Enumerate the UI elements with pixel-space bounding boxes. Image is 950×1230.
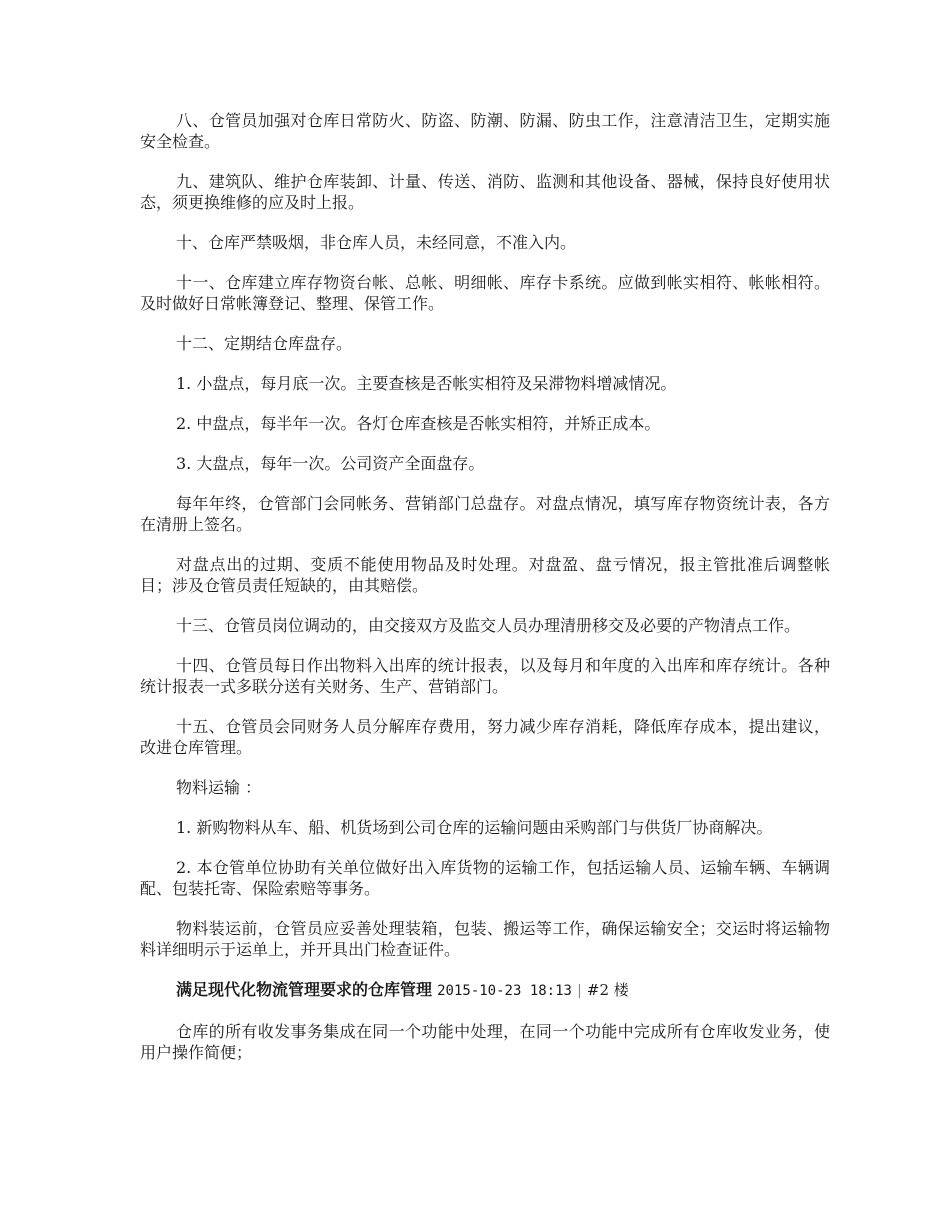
paragraph: 九、建筑队、维护仓库装卸、计量、传送、消防、监测和其他设备、器械，保持良好使用状态，须更换维修的应及时上报。 [140, 172, 830, 212]
list-item: 2. 中盘点，每半年一次。各灯仓库查核是否帐实相符，并矫正成本。 [176, 414, 661, 433]
list-item: 1. 小盘点，每月底一次。主要查核是否帐实相符及呆滞物料增减情况。 [176, 374, 677, 393]
paragraph: 十二、定期结仓库盘存。 [176, 334, 353, 353]
paragraph: 十一、仓库建立库存物资台帐、总帐、明细帐、库存卡系统。应做到帐实相符、帐帐相符。及时做好日常帐簿登记、整理、保管工作。 [140, 273, 830, 313]
paragraph: 十三、仓管员岗位调动的，由交接双方及监交人员办理清册移交及必要的产物清点工作。 [176, 616, 801, 635]
list-item: 2. 本仓管单位协助有关单位做好出入库货物的运输工作，包括运输人员、运输车辆、车辆调配、包装托寄、保险索赔等事务。 [140, 858, 830, 898]
paragraph: 十四、仓管员每日作出物料入出库的统计报表，以及每月和年度的入出库和库存统计。各种统计报表一式多联分送有关财务、生产、营销部门。 [140, 656, 830, 696]
paragraph: 八、仓管员加强对仓库日常防火、防盗、防潮、防漏、防虫工作，注意清洁卫生，定期实施安全检查。 [140, 111, 830, 151]
post-separator: | [577, 983, 582, 999]
paragraph: 物料装运前，仓管员应妥善处理装箱，包装、搬运等工作，确保运输安全；交运时将运输物料详细明示于运单上，并开具出门检查证件。 [140, 919, 830, 959]
post-paragraph: 仓库的所有收发事务集成在同一个功能中处理，在同一个功能中完成所有仓库收发业务，使用户操作简便； [140, 1022, 830, 1062]
paragraph: 对盘点出的过期、变质不能使用物品及时处理。对盘盈、盘亏情况，报主管批准后调整帐目；涉及仓管员责任短缺的，由其赔偿。 [140, 555, 830, 595]
post-title[interactable]: 满足现代化物流管理要求的仓库管理 [176, 980, 433, 999]
post-datetime: 2015-10-23 18:13 [437, 983, 572, 999]
paragraph: 每年年终，仓管部门会同帐务、营销部门总盘存。对盘点情况，填写库存物资统计表，各方在清册上签名。 [140, 494, 830, 534]
section-heading: 物料运输 ： [176, 778, 262, 797]
post-floor-link[interactable]: #2 楼 [586, 981, 629, 999]
post-header [140, 979, 830, 1002]
paragraph: 十、仓库严禁吸烟，非仓库人员，未经同意，不准入内。 [176, 233, 577, 252]
list-item: 3. 大盘点，每年一次。公司资产全面盘存。 [176, 454, 485, 473]
list-item: 1. 新购物料从车、船、机货场到公司仓库的运输问题由采购部门与供货厂协商解决。 [176, 818, 773, 837]
paragraph: 十五、仓管员会同财务人员分解库存费用，努力减少库存消耗，降低库存成本，提出建议，改进仓库管理。 [140, 717, 830, 757]
document-page [140, 110, 830, 1082]
